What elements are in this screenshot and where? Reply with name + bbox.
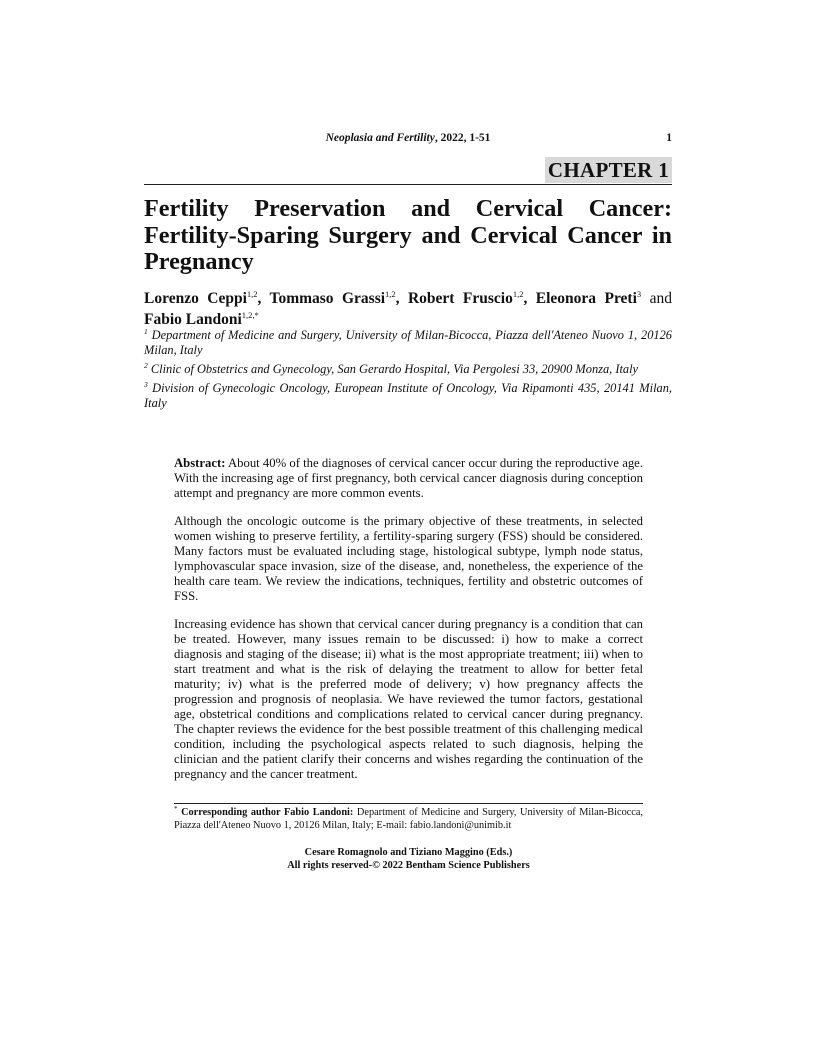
affiliation-text: Department of Medicine and Surgery, University of Milan-Bicocca, Piazza dell'Ateneo Nuovo 1, 20126 Milan, Italy	[144, 328, 672, 357]
abstract-text: About 40% of the diagnoses of cervical cancer occur during the reproductive age. With the increasing age of first pregnancy, both cervical cancer diagnosis during conception attempt and pregnancy are more common events.	[174, 456, 643, 500]
affiliation	[144, 362, 672, 377]
abstract-label: Abstract:	[174, 456, 226, 470]
abstract-paragraph: Although the oncologic outcome is the primary objective of these treatments, in selected women wishing to preserve fertility, a fertility-sparing surgery (FSS) should be considered. Many factors must be evaluated including stage, histological subtype, lymph node status, lymphovascular space invasion, size of the disease, and, nonetheless, the experience of the health care team. We review the indications, techniques, fertility and obstetric outcomes of FSS.	[174, 514, 643, 603]
affiliation-number: 3	[144, 380, 148, 389]
footnote-marker: *	[174, 805, 178, 813]
editors-line: Cesare Romagnolo and Tiziano Maggino (Eds.)	[304, 847, 513, 858]
author-affiliation-marker: 3	[636, 289, 642, 299]
corresponding-author-footnote	[174, 806, 643, 832]
author-name: Tommaso Grassi	[269, 290, 386, 307]
journal-name: Neoplasia and Fertility	[325, 132, 435, 144]
abstract	[174, 456, 643, 795]
affiliation	[144, 381, 672, 411]
footnote-label: Corresponding author Fabio Landoni:	[181, 807, 354, 818]
affiliation-text: Division of Gynecologic Oncology, European Institute of Oncology, Via Ripamonti 435, 20141 Milan, Italy	[144, 381, 672, 410]
affiliation-number: 2	[144, 361, 148, 370]
author-name: Lorenzo Ceppi	[144, 290, 247, 307]
page-number: 1	[666, 132, 672, 144]
affiliation	[144, 328, 672, 358]
abstract-paragraph: Increasing evidence has shown that cervical cancer during pregnancy is a condition that can be treated. However, many issues remain to be discussed: i) how to make a correct diagnosis and staging of the disease; ii) what is the most appropriate treatment; iii) when to start treatment and what is the risk of delaying the treatment to allow for better fetal maturity; iv) what is the preferred mode of delivery; v) how pregnancy affects the progression and prognosis of neoplasia. We have reviewed the tumor factors, gestational age, obstetrical conditions and complications related to cervical cancer during pregnancy. The chapter reviews the evidence for the best possible treatment of this challenging medical condition, including the psychological aspects related to such diagnosis, helping the clinician and the patient clarify their concerns and wishes regarding the continuation of the pregnancy and the cancer treatment.	[174, 617, 643, 781]
author-separator: ,	[395, 290, 408, 307]
author-name: Robert Fruscio	[407, 290, 513, 307]
author-list	[144, 288, 672, 330]
footnote-text: Department of Medicine and Surgery, University of Milan-Bicocca, Piazza dell'Ateneo Nuovo 1, 20126 Milan, Italy; E-mail: fabio.landoni@unimib.it	[174, 807, 643, 831]
affiliation-text: Clinic of Obstetrics and Gynecology, San Gerardo Hospital, Via Pergolesi 33, 20900 Monza, Italy	[150, 362, 639, 376]
author-name: Eleonora Preti	[535, 290, 637, 307]
footnote-divider	[174, 803, 643, 804]
author-separator: and	[641, 290, 672, 307]
affiliation-list	[144, 328, 672, 415]
abstract-paragraph	[174, 456, 643, 501]
rights-line: All rights reserved-© 2022 Bentham Science Publishers	[287, 860, 530, 871]
publisher-block	[174, 846, 643, 872]
author-affiliation-marker: 1,2	[246, 289, 258, 299]
journal-citation	[144, 132, 672, 144]
author-affiliation-marker: 1,2	[512, 289, 524, 299]
chapter-title: Fertility Preservation and Cervical Cancer: Fertility-Sparing Surgery and Cervical Cancer in Pregnancy	[144, 195, 672, 275]
journal-details: , 2022, 1-51	[434, 132, 491, 144]
running-head	[144, 132, 672, 148]
affiliation-number: 1	[144, 327, 148, 336]
author-affiliation-marker: 1,2,*	[241, 310, 259, 320]
chapter-label	[144, 157, 672, 185]
author-name: Fabio Landoni	[144, 311, 242, 328]
author-separator: ,	[257, 290, 270, 307]
chapter-label-text: CHAPTER 1	[545, 157, 672, 183]
author-separator: ,	[523, 290, 536, 307]
author-affiliation-marker: 1,2	[385, 289, 396, 299]
